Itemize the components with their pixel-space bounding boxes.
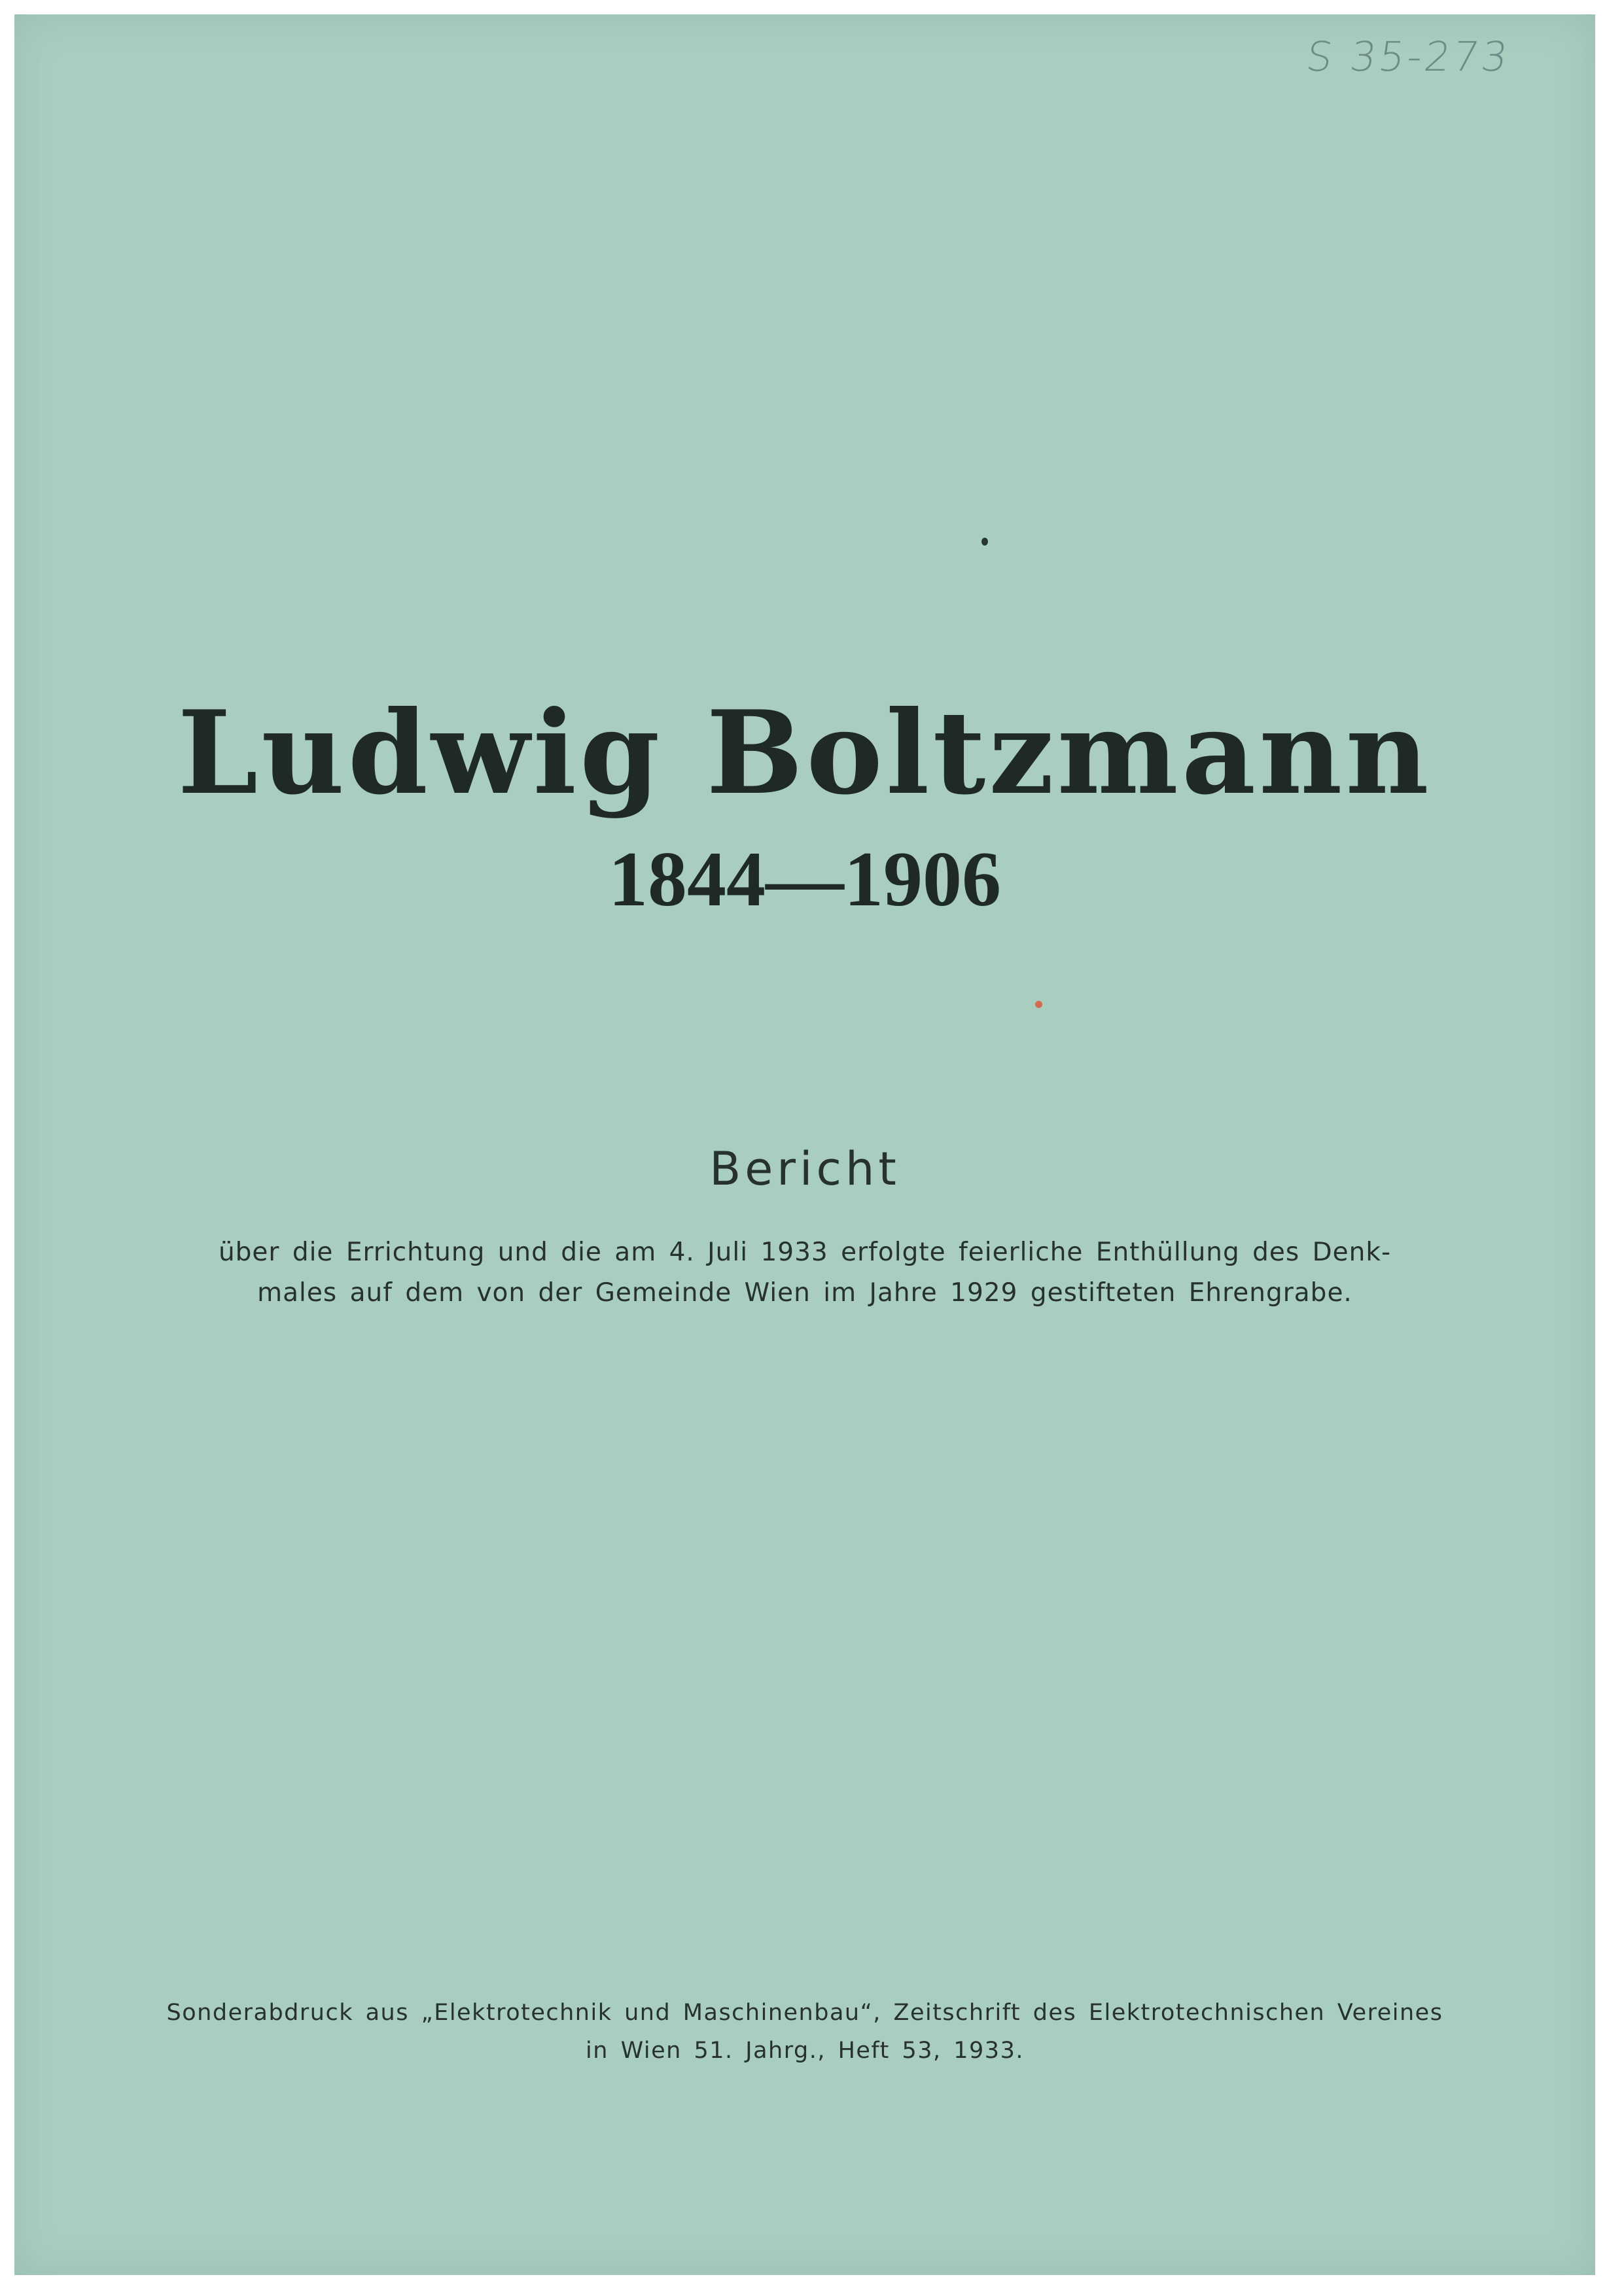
report-description <box>139 1232 1471 1313</box>
report-heading: Bericht <box>709 1142 900 1196</box>
publication-note <box>113 1994 1497 2070</box>
publication-line: in Wien 51. Jahrg., Heft 53, 1933. <box>586 2038 1024 2064</box>
page-title: Ludwig Boltzmann <box>177 686 1432 821</box>
report-line: über die Errichtung und die am 4. Juli 1933 erfolgte feierliche Enthüllung des Denk- <box>218 1238 1392 1267</box>
life-years: 1844—1906 <box>609 835 1001 922</box>
red-speck <box>1035 1001 1042 1008</box>
report-line: males auf dem von der Gemeinde Wien im Jahre 1929 gestifteten Ehrengrabe. <box>257 1278 1352 1308</box>
handwritten-shelfmark: S 35-273 <box>1303 33 1514 80</box>
cover-page <box>14 14 1595 2275</box>
ink-speck <box>981 538 988 546</box>
publication-line: Sonderabdruck aus „Elektrotechnik und Maschinenbau“, Zeitschrift des Elektrotechnischen Vereines <box>166 2000 1443 2026</box>
